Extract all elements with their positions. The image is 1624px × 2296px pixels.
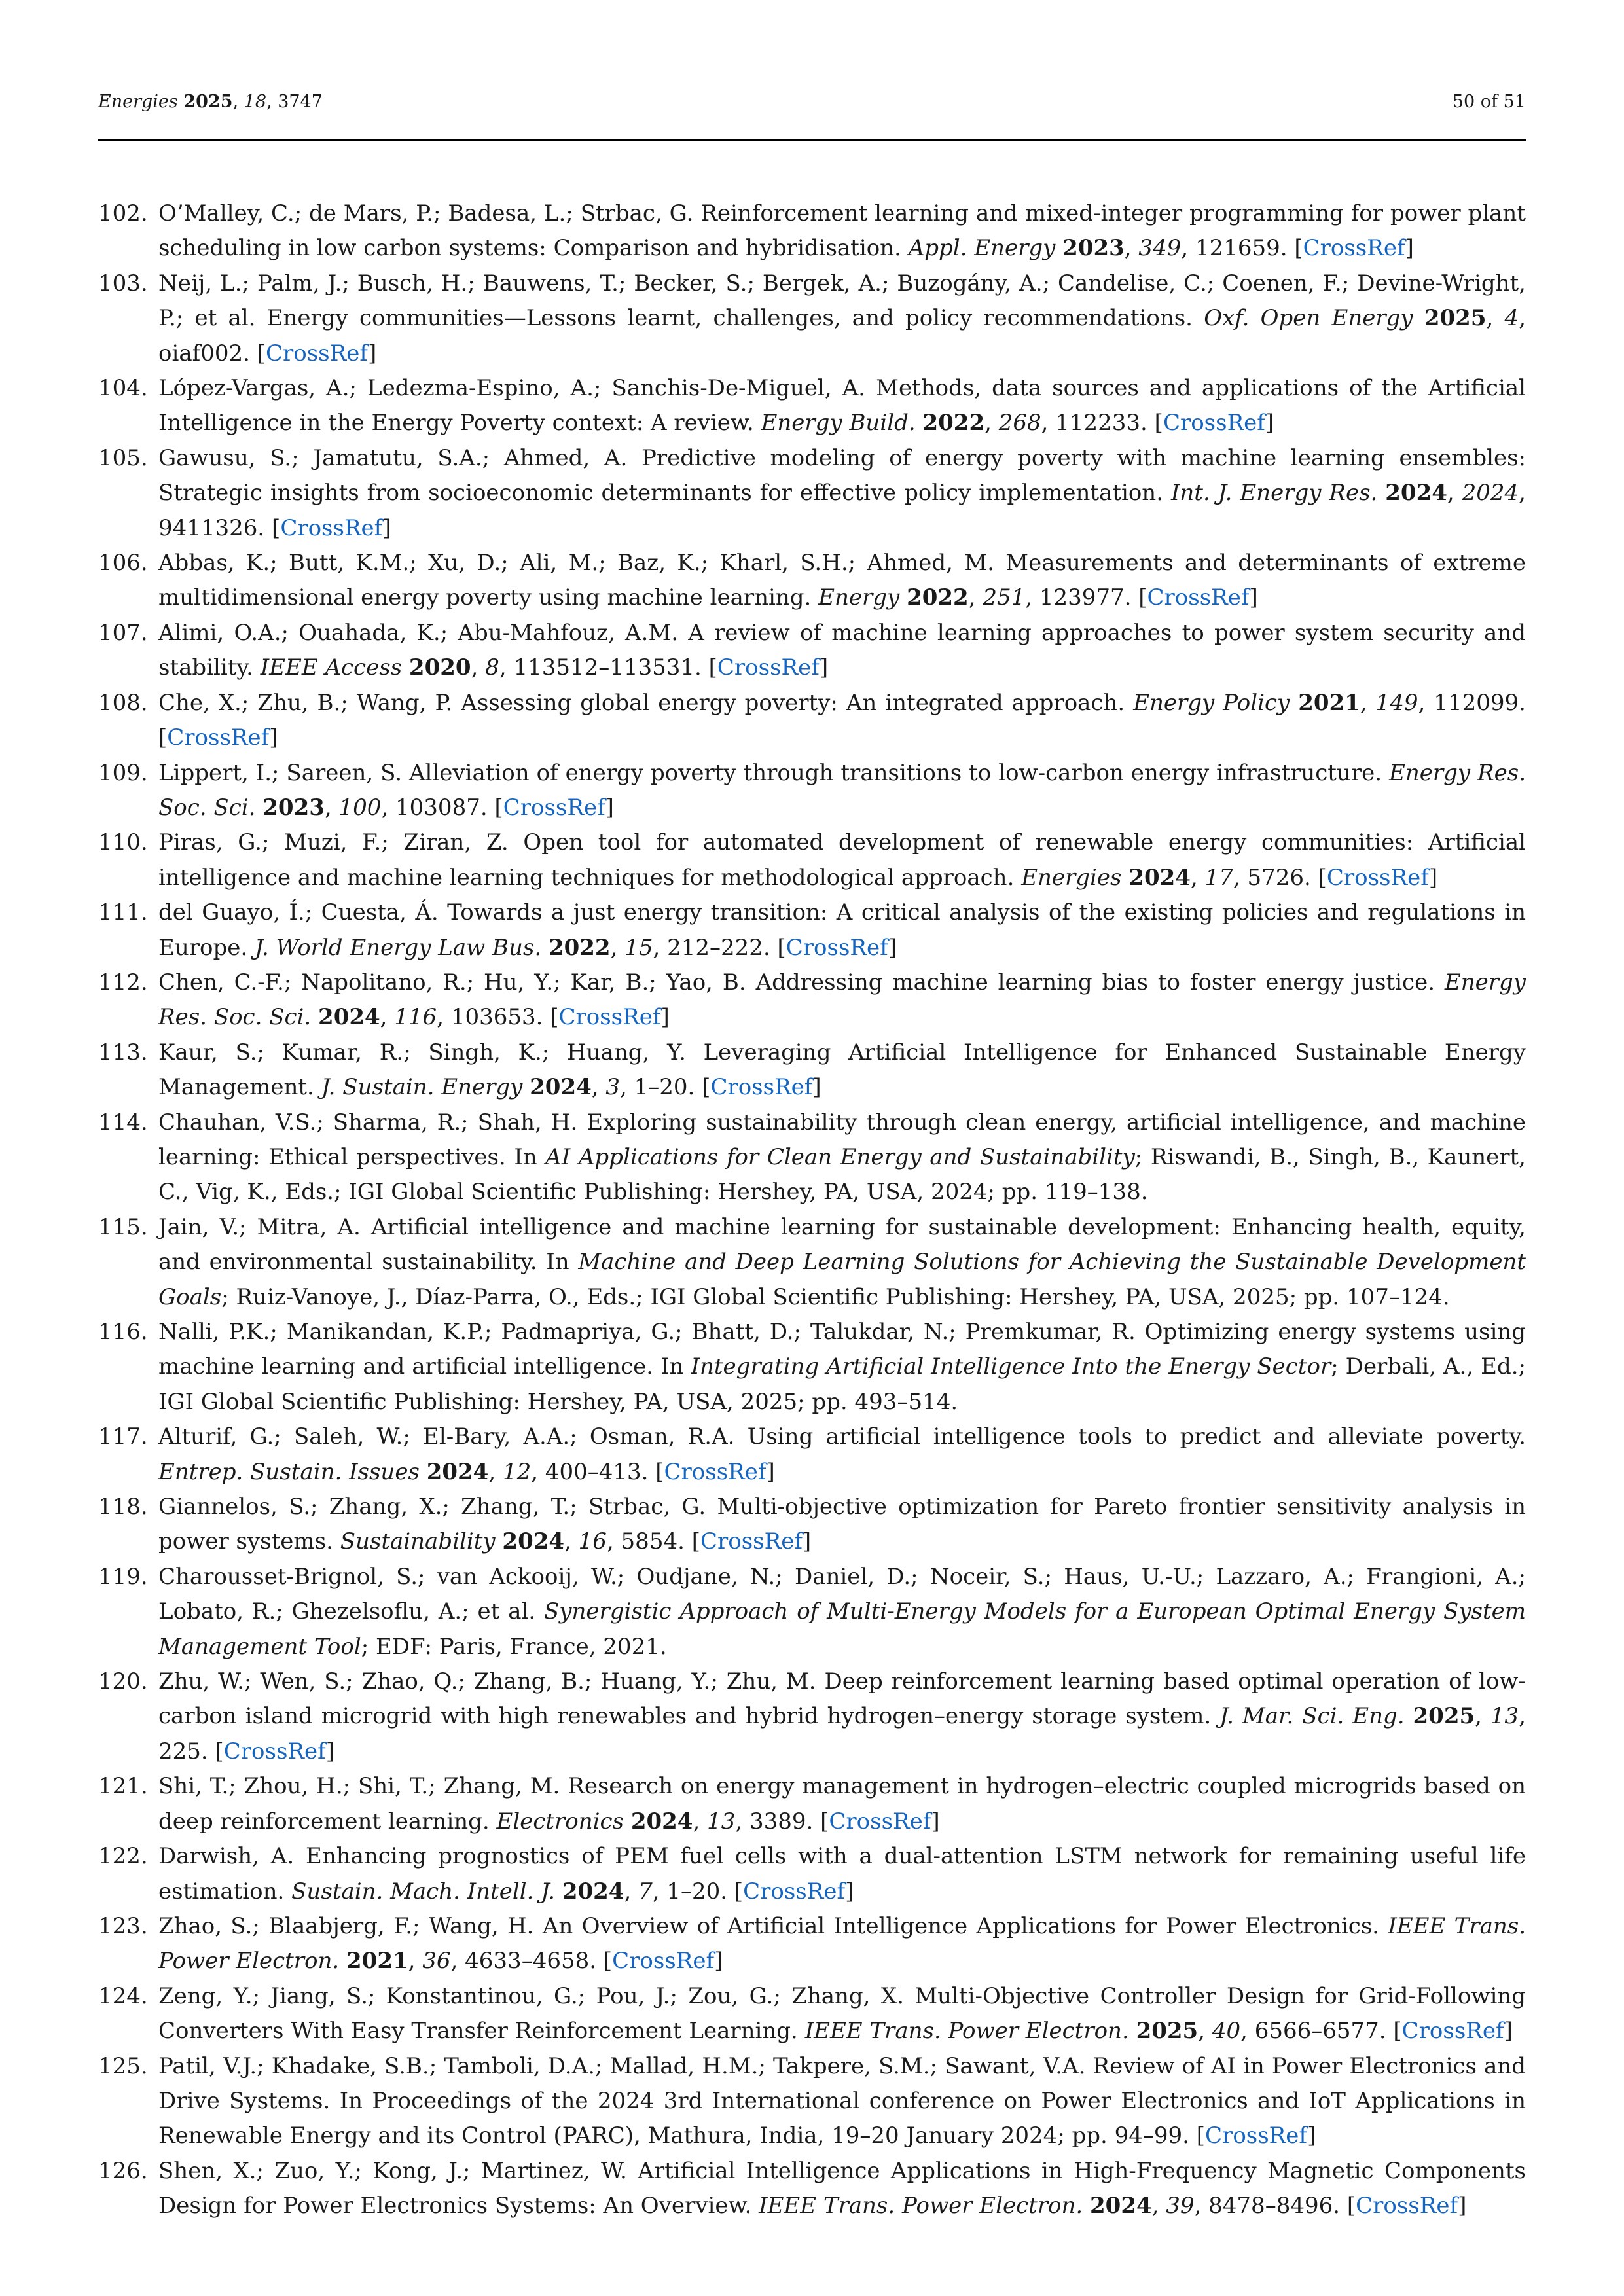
reference-item [98, 895, 1526, 965]
reference-text: Kaur, S.; Kumar, R.; Singh, K.; Huang, Y. Leveraging Artificial Intelligence for Enhanced Sustainable Energy Management. [158, 1039, 1526, 1101]
reference-text: Patil, V.J.; Khadake, S.B.; Tamboli, D.A.; Mallad, H.M.; Takpere, S.M.; Sawant, V.A. Review of AI in Power Electronics and Drive Systems. In Proceedings of the 2024 3rd International conference on Power Electronics and IoT Applications in Renewable Energy and its Control (PARC), Mathura, India, 19–20 January 2024; pp. 94–99. [ [158, 2053, 1526, 2149]
reference-source: AI Applications for Clean Energy and Sustainability [545, 1143, 1135, 1170]
reference-source: Machine and Deep Learning Solutions for Achieving the Sustainable Development Goals [158, 1249, 1526, 1310]
reference-text: , 1–20. [ [620, 1074, 711, 1101]
reference-text: ] [888, 934, 897, 961]
reference-source: Energy Res. Soc. Sci. [158, 759, 1526, 821]
reference-number: 108. [98, 689, 148, 716]
reference-number: 111. [98, 899, 148, 926]
reference-list [98, 196, 1526, 2224]
reference-item [98, 2049, 1526, 2154]
reference-source: 100 [338, 794, 382, 821]
reference-source: J. Mar. Sci. Eng. [1219, 1703, 1405, 1730]
reference-source: 17 [1204, 864, 1233, 891]
reference-text: , [1190, 864, 1205, 891]
reference-text [311, 1004, 318, 1030]
journal-volume: 18 [244, 92, 267, 112]
crossref-link[interactable]: CrossRef [280, 514, 383, 541]
reference-source: 8 [485, 655, 499, 681]
reference-source: 40 [1212, 2018, 1241, 2045]
reference-text: Giannelos, S.; Zhang, X.; Zhang, T.; Strbac, G. Multi-objective optimization for Pareto frontier sensitivity analysis in power systems. [158, 1494, 1526, 1555]
reference-number: 102. [98, 200, 148, 226]
reference-text: , 9411326. [ [158, 480, 1526, 541]
reference-text: , 400–413. [ [531, 1458, 664, 1485]
reference-number: 126. [98, 2157, 148, 2184]
reference-item [98, 1839, 1526, 1909]
reference-source: J. World Energy Law Bus. [254, 934, 542, 961]
crossref-link[interactable]: CrossRef [223, 1738, 326, 1765]
reference-text: Chauhan, V.S.; Sharma, R.; Shah, H. Exploring sustainability through clean energy, artificial intelligence, and machine learning: Ethical perspectives. In [158, 1109, 1526, 1170]
reference-year: 2024 [502, 1528, 565, 1555]
reference-text: Piras, G.; Muzi, F.; Ziran, Z. Open tool for automated development of renewable energy communities: Artificial intelligence and machine learning techniques for methodological approach. [158, 829, 1526, 891]
reference-item [98, 1560, 1526, 1664]
reference-year: 2022 [907, 584, 969, 611]
reference-item [98, 546, 1526, 616]
reference-source: 3 [605, 1074, 621, 1101]
journal-citation: Energies 2025, 18, 3747 [98, 92, 323, 112]
reference-text: ] [1428, 864, 1438, 891]
reference-text [420, 1459, 427, 1485]
reference-item [98, 1210, 1526, 1315]
reference-item [98, 441, 1526, 546]
reference-text: Nalli, P.K.; Manikandan, K.P.; Padmapriya, G.; Bhatt, D.; Talukdar, N.; Premkumar, R. Optimizing energy systems using machine learning and artificial intelligence. In [158, 1319, 1526, 1380]
reference-text: ] [660, 1004, 670, 1031]
reference-text: , 5726. [ [1233, 864, 1327, 891]
reference-source: 13 [1490, 1703, 1519, 1730]
reference-item [98, 1105, 1526, 1210]
reference-text: ] [1405, 235, 1414, 262]
crossref-link[interactable]: CrossRef [503, 794, 605, 821]
reference-text: , oiaf002. [ [158, 305, 1526, 367]
reference-text: López-Vargas, A.; Ledezma-Espino, A.; Sanchis-De-Miguel, A. Methods, data sources and applications of the Artificial Intelligence in the Energy Poverty context: A review. [158, 375, 1526, 437]
reference-text [1290, 690, 1298, 716]
crossref-link[interactable]: CrossRef [710, 1074, 813, 1101]
reference-item [98, 825, 1526, 895]
reference-text: Alimi, O.A.; Ouahada, K.; Abu-Mahfouz, A.M. A review of machine learning approaches to power system security and stability. [158, 619, 1526, 681]
crossref-link[interactable]: CrossRef [612, 1948, 715, 1975]
reference-source: 4 [1504, 305, 1519, 332]
reference-text: , [968, 584, 983, 611]
reference-text: , [380, 1004, 395, 1031]
reference-text: , 4633–4658. [ [450, 1948, 613, 1975]
reference-text: Shi, T.; Zhou, H.; Shi, T.; Zhang, M. Research on energy management in hydrogen–electric coupled microgrids based on deep reinforcement learning. [158, 1773, 1526, 1835]
reference-text: ; Riswandi, B., Singh, B., Kaunert, C., Vig, K., Eds.; IGI Global Scientific Publishing: Hershey, PA, USA, 2024; pp. 119–138. [158, 1143, 1526, 1206]
reference-text: Zhao, S.; Blaabjerg, F.; Wang, H. An Overview of Artificial Intelligence Applications for Power Electronics. [158, 1912, 1388, 1939]
reference-text: Darwish, A. Enhancing prognostics of PEM fuel cells with a dual-attention LSTM network for remaining useful life estimation. [158, 1843, 1526, 1905]
reference-text: , 212–222. [ [653, 934, 786, 961]
reference-text: O’Malley, C.; de Mars, P.; Badesa, L.; Strbac, G. Reinforcement learning and mixed-integer programming for power plant scheduling in low carbon systems: Comparison and hybridisation. [158, 200, 1526, 262]
reference-source: Energy [818, 584, 900, 611]
reference-number: 105. [98, 444, 148, 471]
reference-year: 2024 [1090, 2193, 1152, 2219]
reference-number: 106. [98, 550, 148, 577]
reference-text: , 113512–113531. [ [499, 655, 717, 681]
reference-text: ] [714, 1948, 723, 1975]
reference-source: Electronics [496, 1808, 624, 1835]
reference-text: , 103087. [ [381, 794, 503, 821]
reference-source: 16 [578, 1528, 607, 1555]
reference-text: , 112233. [ [1041, 410, 1163, 437]
crossref-link[interactable]: CrossRef [1401, 2018, 1504, 2045]
reference-year: 2024 [1385, 480, 1447, 507]
crossref-link[interactable]: CrossRef [700, 1528, 803, 1555]
reference-number: 109. [98, 759, 148, 786]
reference-number: 118. [98, 1494, 148, 1520]
reference-text: , [1151, 2193, 1166, 2219]
reference-text: Abbas, K.; Butt, K.M.; Xu, D.; Ali, M.; Baz, K.; Kharl, S.H.; Ahmed, M. Measurements and determinants of extreme multidimensional energy poverty using machine learning. [158, 550, 1526, 611]
reference-number: 115. [98, 1213, 148, 1240]
reference-text: , [1124, 235, 1139, 262]
reference-text: Jain, V.; Mitra, A. Artificial intelligence and machine learning for sustainable development: Enhancing health, equity, and environmental sustainability. In [158, 1213, 1526, 1276]
reference-source: 13 [707, 1808, 736, 1835]
reference-text: , 5854. [ [606, 1528, 700, 1555]
reference-number: 107. [98, 619, 148, 646]
reference-text: ; EDF: Paris, France, 2021. [361, 1633, 667, 1660]
reference-item [98, 1035, 1526, 1105]
reference-item [98, 2154, 1526, 2224]
reference-number: 122. [98, 1843, 148, 1870]
reference-text [899, 584, 907, 611]
reference-year: 2025 [1413, 1703, 1475, 1730]
reference-text: ] [382, 514, 391, 541]
journal-year: 2025 [183, 92, 233, 112]
reference-text: ; Derbali, A., Ed.; IGI Global Scientific Publishing: Hershey, PA, USA, 2025; pp. 493–514. [158, 1354, 1526, 1415]
reference-text: , [693, 1808, 708, 1835]
journal-name: Energies [98, 92, 178, 112]
reference-text: ] [605, 794, 614, 821]
reference-source: 349 [1138, 235, 1182, 262]
reference-text: , [1360, 689, 1376, 716]
reference-text [624, 1808, 631, 1835]
page-header [98, 90, 1526, 114]
reference-source: Synergistic Approach of Multi-Energy Models for a European Optimal Energy System Management Tool [158, 1598, 1526, 1660]
reference-source: IEEE Trans. Power Electron. [158, 1912, 1526, 1975]
reference-text [522, 1074, 530, 1100]
reference-text: ] [1249, 584, 1258, 611]
crossref-link[interactable]: CrossRef [1303, 235, 1405, 262]
reference-source: IEEE Trans. Power Electron. [804, 2018, 1129, 2045]
reference-item [98, 266, 1526, 371]
article-number: 3747 [278, 92, 323, 112]
reference-text [339, 1948, 346, 1974]
reference-text: , [488, 1458, 503, 1485]
reference-source: 36 [422, 1948, 451, 1975]
reference-number: 113. [98, 1039, 148, 1066]
crossref-link[interactable]: CrossRef [1147, 584, 1250, 611]
reference-number: 125. [98, 2053, 148, 2079]
reference-item [98, 1769, 1526, 1839]
reference-number: 121. [98, 1773, 148, 1800]
crossref-link[interactable]: CrossRef [265, 340, 368, 367]
header-rule [98, 139, 1526, 141]
reference-source: Energy Policy [1133, 689, 1290, 716]
reference-text: ] [931, 1808, 940, 1835]
reference-text: Che, X.; Zhu, B.; Wang, P. Assessing global energy poverty: An integrated approach. [158, 689, 1134, 716]
reference-text [402, 655, 409, 681]
reference-item [98, 616, 1526, 686]
reference-year: 2022 [548, 934, 611, 961]
reference-item [98, 371, 1526, 441]
reference-text: ; Ruiz-Vanoye, J., Díaz-Parra, O., Eds.; IGI Global Scientific Publishing: Hershey, PA, USA, 2025; pp. 107–124. [221, 1283, 1450, 1310]
reference-source: Energy Res. Soc. Sci. [158, 969, 1526, 1031]
reference-text: , 121659. [ [1181, 235, 1303, 262]
crossref-link[interactable]: CrossRef [1326, 864, 1429, 891]
reference-source: 149 [1375, 689, 1418, 716]
reference-text: , 6566–6577. [ [1240, 2018, 1402, 2045]
reference-source: 116 [394, 1004, 437, 1031]
reference-text: , 3389. [ [735, 1808, 829, 1835]
reference-source: Entrep. Sustain. Issues [158, 1458, 420, 1485]
reference-source: Int. J. Energy Res. [1170, 480, 1378, 507]
reference-year: 2021 [346, 1948, 408, 1975]
reference-text: , [1447, 480, 1462, 507]
crossref-link[interactable]: CrossRef [1163, 410, 1265, 437]
reference-item [98, 756, 1526, 826]
reference-text: ] [845, 1878, 854, 1905]
reference-text: , [471, 655, 486, 681]
reference-text: , 103653. [ [437, 1004, 559, 1031]
reference-number: 117. [98, 1424, 148, 1450]
reference-text: ] [367, 340, 377, 367]
reference-text [1083, 2193, 1090, 2219]
reference-number: 123. [98, 1912, 148, 1939]
reference-item [98, 1909, 1526, 1979]
reference-year: 2024 [426, 1458, 489, 1485]
page-number: 50 of 51 [1452, 92, 1526, 112]
reference-text [1055, 235, 1062, 261]
reference-year: 2021 [1298, 689, 1360, 716]
reference-text: , 1–20. [ [652, 1878, 744, 1905]
reference-source: Sustain. Mach. Intell. J. [291, 1878, 556, 1905]
reference-year: 2024 [530, 1074, 592, 1101]
reference-source: 12 [502, 1458, 532, 1485]
reference-item [98, 686, 1526, 756]
reference-text: , [1198, 2018, 1212, 2045]
reference-text: , 225. [ [158, 1703, 1526, 1765]
reference-number: 120. [98, 1668, 148, 1695]
reference-year: 2022 [922, 410, 985, 437]
reference-text: , [624, 1878, 639, 1905]
crossref-link[interactable]: CrossRef [558, 1004, 661, 1031]
reference-number: 124. [98, 1982, 148, 2009]
reference-year: 2025 [1136, 2018, 1199, 2045]
reference-text: ] [802, 1528, 812, 1555]
reference-year: 2025 [1424, 305, 1487, 332]
reference-text [916, 410, 923, 436]
reference-text [1413, 305, 1424, 331]
crossref-link[interactable]: CrossRef [743, 1878, 846, 1905]
crossref-link[interactable]: CrossRef [1356, 2193, 1458, 2219]
reference-text: Shen, X.; Zuo, Y.; Kong, J.; Martinez, W. Artificial Intelligence Applications in High-Frequency Magnetic Components Design for Power Electronics Systems: An Overview. [158, 2157, 1526, 2219]
reference-number: 103. [98, 270, 148, 296]
reference-source: Oxf. Open Energy [1204, 305, 1413, 332]
reference-source: 7 [638, 1878, 653, 1905]
reference-text: , [610, 934, 625, 961]
reference-year: 2024 [318, 1004, 380, 1031]
reference-text: Charousset-Brignol, S.; van Ackooij, W.; Oudjane, N.; Daniel, D.; Noceir, S.; Haus, U.-U.; Lazzaro, A.; Frangioni, A.; Lobato, R.; Ghezelsoflu, A.; et al. [158, 1563, 1526, 1625]
reference-text: Zhu, W.; Wen, S.; Zhao, Q.; Zhang, B.; Huang, Y.; Zhu, M. Deep reinforcement learning based optimal operation of low-carbon island microgrid with high renewables and hybrid hydrogen–energy storage system. [158, 1668, 1526, 1730]
reference-text: , [564, 1528, 579, 1555]
reference-item [98, 1420, 1526, 1490]
reference-text: ] [766, 1458, 775, 1485]
reference-item [98, 1664, 1526, 1769]
crossref-link[interactable]: CrossRef [664, 1458, 767, 1485]
reference-item [98, 196, 1526, 266]
reference-text: Lippert, I.; Sareen, S. Alleviation of energy poverty through transitions to low-carbon energy infrastructure. [158, 759, 1389, 786]
reference-text: Zeng, Y.; Jiang, S.; Konstantinou, G.; Pou, J.; Zou, G.; Zhang, X. Multi-Objective Controller Design for Grid-Following Converters With Easy Transfer Reinforcement Learning. [158, 1982, 1526, 2045]
reference-source: 268 [998, 410, 1041, 437]
reference-source: Appl. Energy [908, 235, 1056, 262]
reference-text [1129, 2018, 1136, 2044]
reference-number: 104. [98, 375, 148, 402]
reference-source: IEEE Access [260, 655, 403, 681]
reference-item [98, 965, 1526, 1035]
reference-text [1405, 1703, 1413, 1729]
crossref-link[interactable]: CrossRef [829, 1808, 931, 1835]
reference-source: Energy Build. [761, 410, 916, 437]
reference-text: , 123977. [ [1025, 584, 1147, 611]
crossref-link[interactable]: CrossRef [1205, 2123, 1307, 2149]
reference-source: 2024 [1462, 480, 1519, 507]
reference-item [98, 1490, 1526, 1560]
reference-text [1377, 480, 1385, 506]
reference-source: Integrating Artificial Intelligence Into the Energy Sector [691, 1354, 1331, 1380]
reference-text: , [591, 1074, 606, 1101]
reference-text: Alturif, G.; Saleh, W.; El-Bary, A.A.; Osman, R.A. Using artificial intelligence tools to predict and alleviate poverty. [158, 1424, 1526, 1450]
reference-text: ] [1504, 2018, 1513, 2045]
reference-item [98, 1979, 1526, 2049]
reference-text: ] [819, 655, 829, 681]
crossref-link[interactable]: CrossRef [167, 725, 270, 751]
reference-text: ] [1265, 410, 1274, 437]
crossref-link[interactable]: CrossRef [717, 655, 820, 681]
reference-source: IEEE Trans. Power Electron. [759, 2193, 1083, 2219]
reference-source: Energies [1021, 864, 1122, 891]
crossref-link[interactable]: CrossRef [785, 934, 888, 961]
reference-text [1122, 865, 1129, 891]
reference-text: , 112099. [ [158, 689, 1526, 751]
reference-source: J. Sustain. Energy [321, 1074, 523, 1101]
reference-number: 119. [98, 1563, 148, 1590]
reference-item [98, 1315, 1526, 1420]
reference-number: 114. [98, 1109, 148, 1136]
reference-text: ] [1458, 2193, 1467, 2219]
reference-year: 2023 [1062, 235, 1125, 262]
reference-year: 2024 [1128, 864, 1191, 891]
reference-text: Neij, L.; Palm, J.; Busch, H.; Bauwens, T.; Becker, S.; Bergek, A.; Buzogány, A.; Candelise, C.; Coenen, F.; Devine-Wright, P.; et al. Energy communities—Lessons learnt, challenges, and policy recommendations. [158, 270, 1526, 332]
reference-text: ] [812, 1074, 821, 1101]
reference-year: 2023 [262, 794, 325, 821]
reference-year: 2024 [630, 1808, 693, 1835]
reference-text: , 8478–8496. [ [1194, 2193, 1356, 2219]
reference-text: ] [269, 725, 278, 751]
reference-text [496, 1528, 503, 1554]
reference-number: 116. [98, 1319, 148, 1345]
reference-number: 112. [98, 969, 148, 996]
reference-text [555, 1878, 562, 1905]
reference-source: 251 [983, 584, 1026, 611]
reference-source: Sustainability [340, 1528, 496, 1555]
reference-text: , [324, 794, 339, 821]
reference-text [541, 935, 549, 961]
reference-text: , [984, 410, 999, 437]
reference-text: , [408, 1948, 423, 1975]
reference-text: , [1475, 1703, 1490, 1730]
reference-text: Chen, C.-F.; Napolitano, R.; Hu, Y.; Kar, B.; Yao, B. Addressing machine learning bias to foster energy justice. [158, 969, 1445, 996]
reference-text: ] [325, 1738, 334, 1765]
reference-number: 110. [98, 829, 148, 856]
reference-text: del Guayo, Í.; Cuesta, Á. Towards a just energy transition: A critical analysis of the existing policies and regulations in Europe. [158, 899, 1526, 961]
reference-year: 2024 [562, 1878, 624, 1905]
reference-text: , [1486, 305, 1505, 332]
reference-source: 39 [1166, 2193, 1195, 2219]
reference-source: 15 [624, 934, 653, 961]
reference-text: Gawusu, S.; Jamatutu, S.A.; Ahmed, A. Predictive modeling of energy poverty with machine learning ensembles: Strategic insights from socioeconomic determinants for effective policy implementation. [158, 444, 1526, 507]
reference-text [255, 795, 262, 821]
reference-year: 2020 [408, 655, 471, 681]
reference-text: ] [1307, 2123, 1316, 2149]
